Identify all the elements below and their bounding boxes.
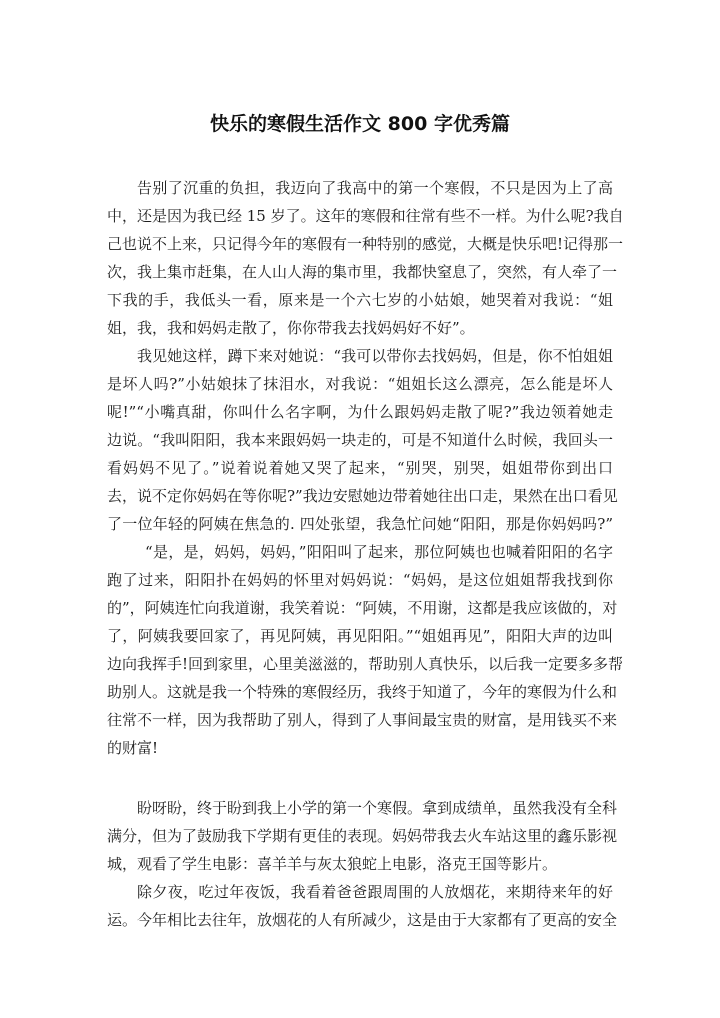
text-line: “是，是，妈妈，妈妈，”阳阳叫了起来，那位阿姨也也喊着阳阳的名字 xyxy=(145,543,613,561)
text-line: 了一位年轻的阿姨在焦急的. 四处张望，我急忙问她“阳阳，那是你妈妈吗?” xyxy=(107,515,613,533)
text-line: 我见她这样，蹲下来对她说：“我可以带你去找妈妈，但是，你不怕姐姐 xyxy=(137,347,613,365)
text-line: 运。今年相比去往年，放烟花的人有所减少，这是由于大家都有了更高的安全 xyxy=(107,911,618,929)
text-line: 告别了沉重的负担，我迈向了我高中的第一个寒假，不只是因为上了高 xyxy=(137,179,613,197)
text-line: 边向我挥手!回到家里，心里美滋滋的，帮助别人真快乐，以后我一定要多多帮 xyxy=(107,655,624,673)
text-line: 跑了过来，阳阳扑在妈妈的怀里对妈妈说：“妈妈，是这位姐姐帮我找到你 xyxy=(107,571,613,589)
document-title: 快乐的寒假生活作文 800 字优秀篇 xyxy=(210,113,510,135)
text-line: 的财富! xyxy=(107,739,159,757)
text-line: 中，还是因为我已经 15 岁了。这年的寒假和往常有些不一样。为什么呢?我自 xyxy=(107,207,624,225)
text-line: 是坏人吗?”小姑娘抹了抹泪水，对我说：“姐姐长这么漂亮，怎么能是坏人 xyxy=(107,375,613,393)
text-line: 助别人。这就是我一个特殊的寒假经历，我终于知道了，今年的寒假为什么和 xyxy=(107,683,618,701)
text-line: 的”，阿姨连忙向我道谢，我笑着说：“阿姨，不用谢，这都是我应该做的，对 xyxy=(107,599,618,617)
text-line: 了，阿姨我要回家了，再见阿姨，再见阳阳。”“姐姐再见”，阳阳大声的边叫 xyxy=(107,627,613,645)
text-line: 次，我上集市赶集，在人山人海的集市里，我都快窒息了，突然，有人牵了一 xyxy=(107,263,618,281)
text-line: 姐，我，我和妈妈走散了，你你带我去找妈妈好不好”。 xyxy=(107,319,475,337)
text-line: 城，观看了学生电影：喜羊羊与灰太狼蛇上电影，洛克王国等影片。 xyxy=(107,855,558,873)
text-line: 盼呀盼，终于盼到我上小学的第一个寒假。拿到成绩单，虽然我没有全科 xyxy=(137,799,618,817)
text-line: 去，说不定你妈妈在等你呢?”我边安慰她边带着她往出口走，果然在出口看见 xyxy=(107,487,618,505)
text-line: 除夕夜，吃过年夜饭，我看着爸爸跟周围的人放烟花，来期待来年的好 xyxy=(137,883,613,901)
text-line: 己也说不上来，只记得今年的寒假有一种特别的感觉，大概是快乐吧!记得那一 xyxy=(107,235,624,253)
text-line: 满分，但为了鼓励我下学期有更佳的表现。妈妈带我去火车站这里的鑫乐影视 xyxy=(107,827,618,845)
text-line: 边说。“我叫阳阳，我本来跟妈妈一块走的，可是不知道什么时候，我回头一 xyxy=(107,431,613,449)
text-line: 下我的手，我低头一看，原来是一个六七岁的小姑娘，她哭着对我说：“姐 xyxy=(107,291,613,309)
text-line: 往常不一样，因为我帮助了别人，得到了人事间最宝贵的财富，是用钱买不来 xyxy=(107,711,618,729)
text-line: 呢!”“小嘴真甜，你叫什么名字啊，为什么跟妈妈走散了呢?”我边领着她走 xyxy=(107,403,613,421)
text-line: 看妈妈不见了。”说着说着她又哭了起来，“别哭，别哭，姐姐带你到出口 xyxy=(107,459,613,477)
